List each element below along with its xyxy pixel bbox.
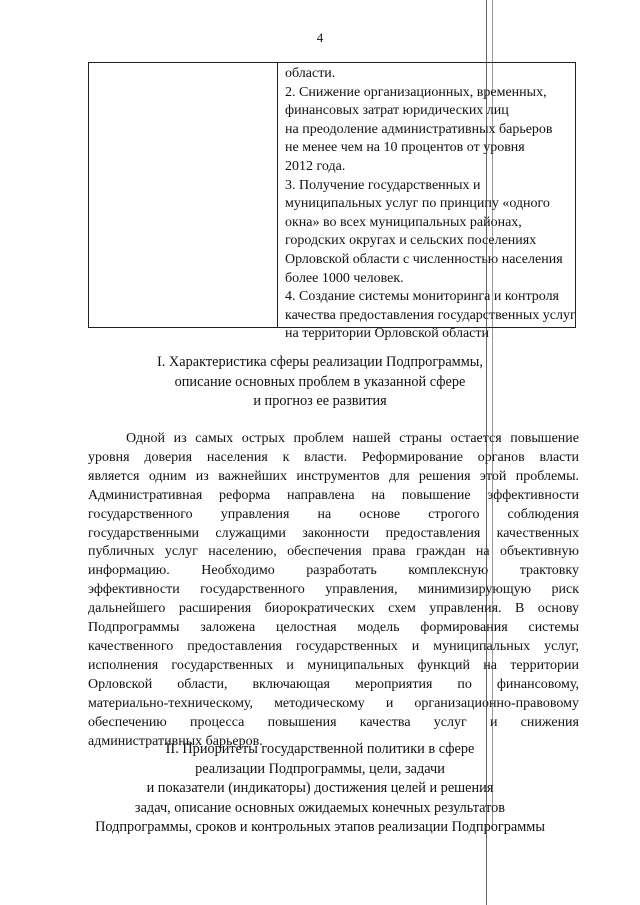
paragraph-line: государственными служащими законности предоставления качественных xyxy=(88,525,579,541)
continuation-table xyxy=(88,62,576,342)
paragraph-line: Подпрограммы заложена целостная модель формирования системы xyxy=(88,620,579,636)
paragraph-line: материально-техническому, методическому и организационно-правовому xyxy=(88,695,579,711)
table-cell-expected-results xyxy=(285,65,575,344)
paragraph-line: Орловской области, включающая мероприятия по финансовому, xyxy=(88,676,579,692)
paragraph-line: исполнения государственных и муниципальных функций на территории xyxy=(88,657,579,673)
paragraph-line: дальнейшего расширения биорократических схем управления. В основу xyxy=(88,601,579,617)
page-number: 4 xyxy=(316,30,324,45)
table-text-line: муниципальных услуг по принципу «одного xyxy=(285,196,550,212)
paragraph-line: административных барьеров. xyxy=(88,733,263,749)
paragraph-line: является одним из важнейших инструментов для решения этой проблемы. xyxy=(88,468,579,484)
table-text-line: 3. Получение государственных и xyxy=(285,177,481,193)
heading-line: реализации Подпрограммы, цели, задачи xyxy=(195,760,445,777)
table-text-line: качества предоставления государственных услуг xyxy=(285,307,576,323)
table-text-line: 2012 года. xyxy=(285,158,346,174)
table-text-line: 2. Снижение организационных, временных, xyxy=(285,84,547,100)
table-text-line: на преодоление административных барьеров xyxy=(285,121,553,137)
heading-line: задач, описание основных ожидаемых конечных результатов xyxy=(134,799,506,816)
table-cell-left-empty xyxy=(89,63,277,327)
paragraph-line: уровня доверия населения к власти. Реформирование органов власти xyxy=(88,449,579,465)
paragraph-line: государственного управления на основе строгого соблюдения xyxy=(88,506,579,522)
paragraph-line: Одной из самых острых проблем нашей страны остается повышение xyxy=(126,431,579,446)
paragraph-line: информацию. Необходимо разработать комплексную трактовку xyxy=(88,563,579,579)
table-column-divider xyxy=(277,63,278,327)
paragraph-line: качественного предоставления государственных и муниципальных услуг, xyxy=(88,638,579,654)
table-text-line: 4. Создание системы мониторинга и контроля xyxy=(285,289,559,305)
paragraph-line: Административная реформа направлена на повышение эффективности xyxy=(88,487,579,503)
heading-line: и прогноз ее развития xyxy=(253,393,387,409)
table-text-line: на территории Орловской области xyxy=(285,326,489,342)
paragraph-line: обеспечению процесса повышения качества услуг и снижения xyxy=(88,714,579,730)
table-text-line: более 1000 человек. xyxy=(285,270,404,286)
table-text-line: городских округах и сельских поселениях xyxy=(285,233,537,249)
scan-artifact-line xyxy=(486,0,487,905)
table-text-line: не менее чем на 10 процентов от уровня xyxy=(285,140,525,156)
table-text-line: Орловской области с численностью населения xyxy=(285,251,563,267)
heading-line: II. Приоритеты государственной политики в сфере xyxy=(165,741,475,757)
heading-line: I. Характеристика сферы реализации Подпрограммы, xyxy=(157,354,483,370)
paragraph-line: эффективности государственного управления, минимизирующую риск xyxy=(88,582,579,598)
heading-line: описание основных проблем в указанной сфере xyxy=(174,373,466,390)
paragraph-line: публичных услуг населению, обеспечения права граждан на объективную xyxy=(88,544,579,560)
scan-artifact-line xyxy=(492,0,493,830)
heading-line: и показатели (индикаторы) достижения целей и решения xyxy=(146,780,494,796)
table-text-line: области. xyxy=(285,66,336,81)
section-2-heading xyxy=(0,740,640,838)
table-text-line: окна» во всех муниципальных районах, xyxy=(285,214,522,230)
section-1-heading xyxy=(0,353,640,412)
heading-line: Подпрограммы, сроков и контрольных этапов реализации Подпрограммы xyxy=(95,819,545,835)
section-1-paragraph xyxy=(88,430,579,751)
table-text-line: финансовых затрат юридических лиц xyxy=(285,103,509,119)
